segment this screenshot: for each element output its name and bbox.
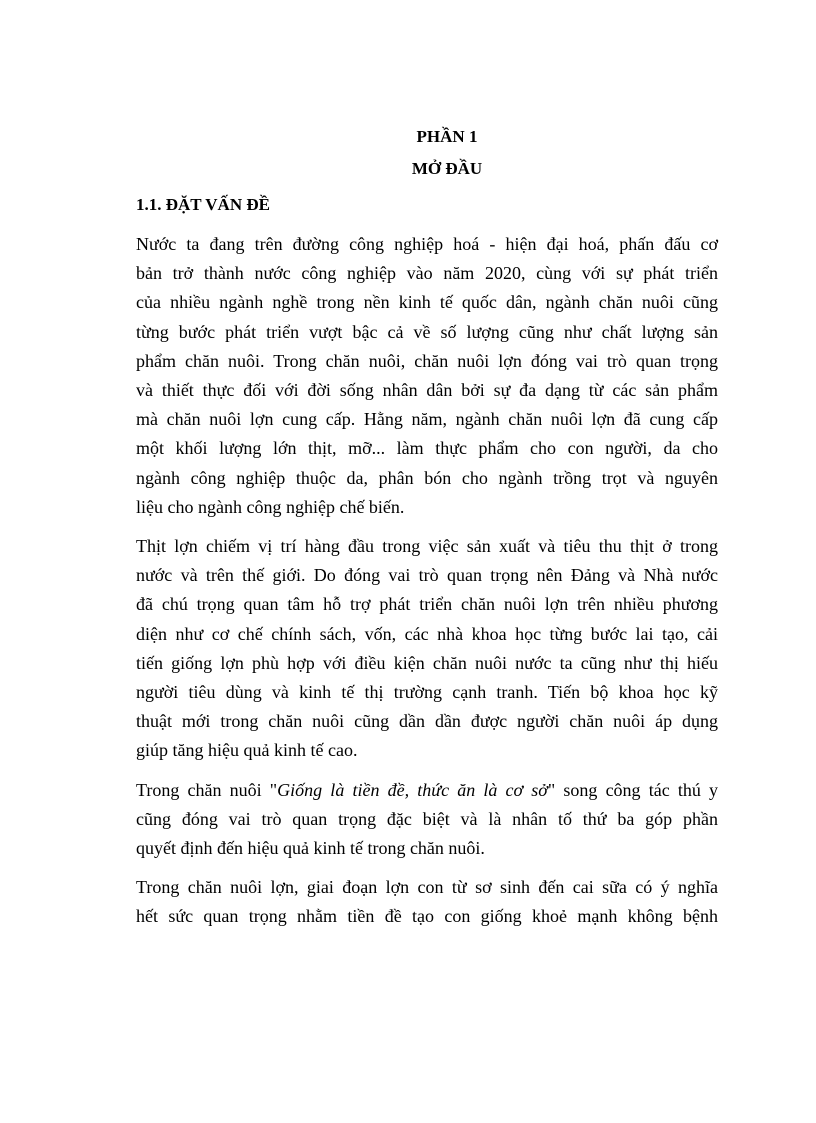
paragraph-line: phẩm chăn nuôi. Trong chăn nuôi, chăn nuôi lợn đóng vai trò quan trọng: [136, 350, 718, 371]
paragraph-line: và thiết thực đối với đời sống nhân dân bởi sự đa dạng từ các sản phẩm: [136, 380, 718, 401]
paragraph-line: đã chú trọng quan tâm hỗ trợ phát triển chăn nuôi lợn trên nhiều phương: [136, 594, 718, 615]
paragraph-line: ngành công nghiệp thuộc da, phân bón cho ngành trồng trọt và nguyên: [136, 467, 718, 488]
part-subtitle: MỞ ĐẦU: [411, 159, 483, 178]
section-heading: 1.1. ĐẶT VẤN ĐỀ: [136, 195, 270, 214]
paragraph-line: bản trở thành nước công nghiệp vào năm 2020, cùng với sự phát triển: [136, 263, 718, 284]
paragraph-line: Nước ta đang trên đường công nghiệp hoá - hiện đại hoá, phấn đấu cơ: [136, 234, 718, 254]
paragraph-line: hết sức quan trọng nhằm tiền đề tạo con giống khoẻ mạnh không bệnh: [136, 906, 718, 927]
paragraph-line: của nhiều ngành nghề trong nền kinh tế quốc dân, ngành chăn nuôi cũng: [136, 292, 718, 313]
paragraph-line: Trong chăn nuôi lợn, giai đoạn lợn con từ sơ sinh đến cai sữa có ý nghĩa: [136, 877, 718, 898]
paragraph-2: [136, 532, 718, 766]
paragraph-line: thuật mới trong chăn nuôi cũng dần dần được người chăn nuôi áp dụng: [136, 711, 718, 732]
paragraph-line: liệu cho ngành công nghiệp chế biến.: [136, 496, 405, 517]
paragraph-line: nước và trên thế giới. Do đóng vai trò quan trọng nên Đảng và Nhà nước: [136, 565, 718, 586]
paragraph-line-text: " song công tác thú y: [547, 779, 719, 800]
paragraph-line: giúp tăng hiệu quả kinh tế cao.: [136, 740, 358, 761]
paragraph-line: Thịt lợn chiếm vị trí hàng đầu trong việc sản xuất và tiêu thu thịt ở trong: [136, 536, 718, 557]
paragraph-line: một khối lượng lớn thịt, mỡ... làm thực phẩm cho con người, da cho: [136, 438, 718, 459]
paragraph-line: mà chăn nuôi lợn cung cấp. Hằng năm, ngành chăn nuôi lợn đã cung cấp: [136, 409, 718, 430]
paragraph-line: từng bước phát triển vượt bậc cả về số lượng cũng như chất lượng sản: [136, 321, 718, 342]
paragraph-line: cũng đóng vai trò quan trọng đặc biệt và là nhân tố thứ ba góp phần: [136, 808, 718, 829]
paragraph-3: [136, 776, 718, 864]
paragraph-4: [136, 873, 718, 931]
paragraph-line-text: Trong chăn nuôi ": [136, 779, 278, 800]
paragraph-line: tiến giống lợn phù hợp với điều kiện chăn nuôi nước ta cũng như thị hiếu: [136, 652, 718, 673]
paragraph-line: người tiêu dùng và kinh tế thị trường cạnh tranh. Tiến bộ khoa học kỹ: [136, 682, 718, 703]
paragraph-line: quyết định đến hiệu quả kinh tế trong chăn nuôi.: [136, 838, 485, 859]
paragraph-line: [136, 776, 718, 805]
document-page: [136, 126, 718, 942]
italic-quote: Giống là tiền đề, thức ăn là cơ sở: [277, 779, 548, 800]
part-title: PHẦN 1: [416, 127, 478, 146]
paragraph-1: [136, 230, 718, 522]
paragraph-line: diện như cơ chế chính sách, vốn, các nhà khoa học từng bước lai tạo, cải: [136, 623, 718, 644]
